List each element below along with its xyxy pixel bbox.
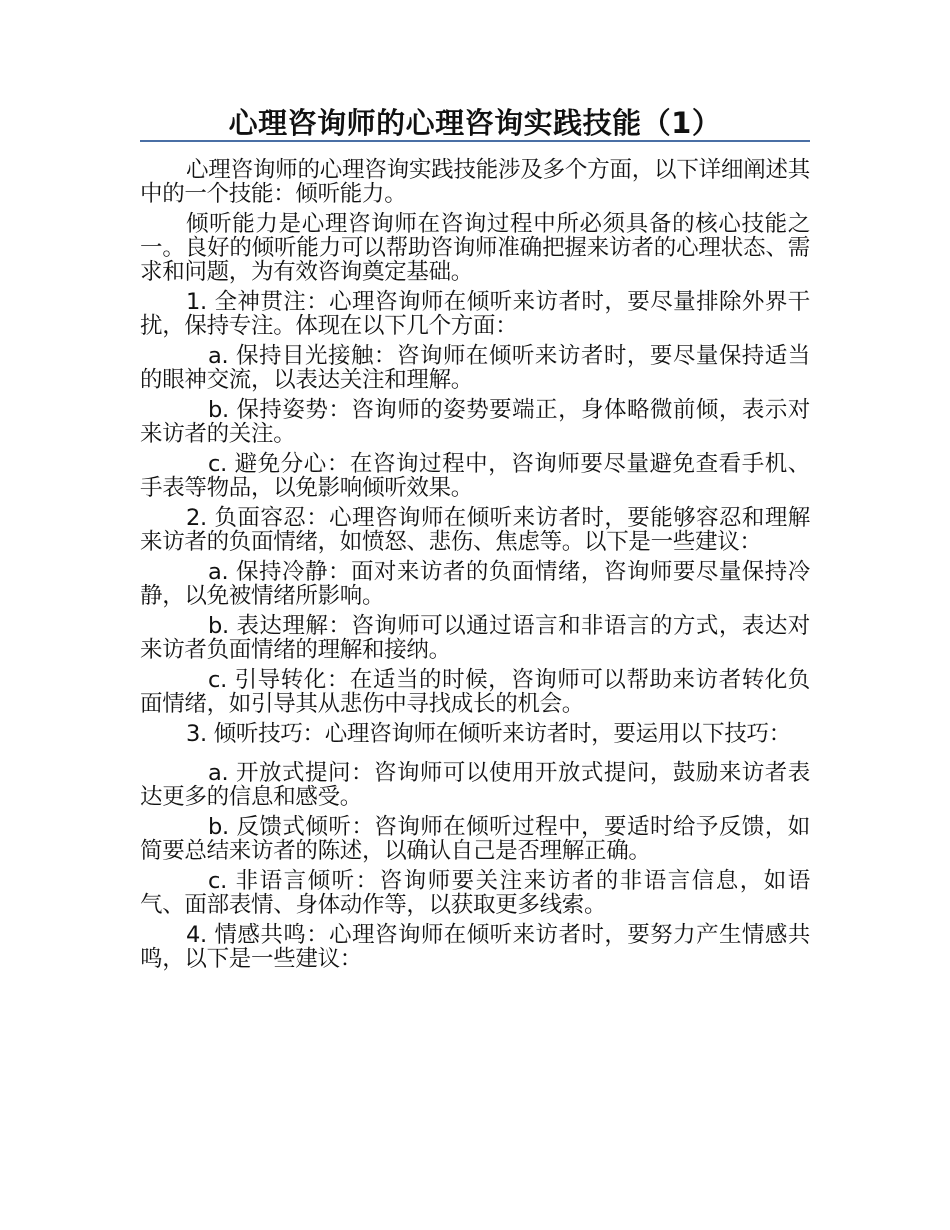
paragraph-point-4: 4. 情感共鸣：心理咨询师在倾听来访者时，要努力产生情感共鸣，以下是一些建议： xyxy=(140,922,810,972)
paragraph-point-1b: b. 保持姿势：咨询师的姿势要端正，身体略微前倾，表示对来访者的关注。 xyxy=(140,397,810,447)
paragraph-point-2b: b. 表达理解：咨询师可以通过语言和非语言的方式，表达对来访者负面情绪的理解和接纳。 xyxy=(140,613,810,663)
paragraph-point-1a: a. 保持目光接触：咨询师在倾听来访者时，要尽量保持适当的眼神交流，以表达关注和理解。 xyxy=(140,343,810,393)
paragraph-point-2a: a. 保持冷静：面对来访者的负面情绪，咨询师要尽量保持冷静，以免被情绪所影响。 xyxy=(140,559,810,609)
paragraph-point-2c: c. 引导转化：在适当的时候，咨询师可以帮助来访者转化负面情绪，如引导其从悲伤中寻找成长的机会。 xyxy=(140,667,810,717)
paragraph-point-1: 1. 全神贯注：心理咨询师在倾听来访者时，要尽量排除外界干扰，保持专注。体现在以下几个方面： xyxy=(140,289,810,339)
paragraph-point-3: 3. 倾听技巧：心理咨询师在倾听来访者时，要运用以下技巧： xyxy=(186,721,791,747)
title-underline xyxy=(140,140,810,142)
paragraph-point-1c: c. 避免分心：在咨询过程中，咨询师要尽量避免查看手机、手表等物品，以免影响倾听效果。 xyxy=(140,451,810,501)
paragraph-listening-definition: 倾听能力是心理咨询师在咨询过程中所必须具备的核心技能之一。良好的倾听能力可以帮助咨询师准确把握来访者的心理状态、需求和问题，为有效咨询奠定基础。 xyxy=(140,211,810,285)
paragraph-point-3c: c. 非语言倾听：咨询师要关注来访者的非语言信息，如语气、面部表情、身体动作等，以获取更多线索。 xyxy=(140,868,810,918)
document-body xyxy=(140,158,810,977)
page-title: 心理咨询师的心理咨询实践技能（1） xyxy=(228,106,722,140)
paragraph-point-2: 2. 负面容忍：心理咨询师在倾听来访者时，要能够容忍和理解来访者的负面情绪，如愤怒、悲伤、焦虑等。以下是一些建议： xyxy=(140,505,810,555)
paragraph-intro: 心理咨询师的心理咨询实践技能涉及多个方面，以下详细阐述其中的一个技能：倾听能力。 xyxy=(140,157,810,207)
paragraph-point-3a: a. 开放式提问：咨询师可以使用开放式提问，鼓励来访者表达更多的信息和感受。 xyxy=(140,760,810,810)
paragraph-point-3b: b. 反馈式倾听：咨询师在倾听过程中，要适时给予反馈，如简要总结来访者的陈述，以确认自己是否理解正确。 xyxy=(140,814,810,864)
